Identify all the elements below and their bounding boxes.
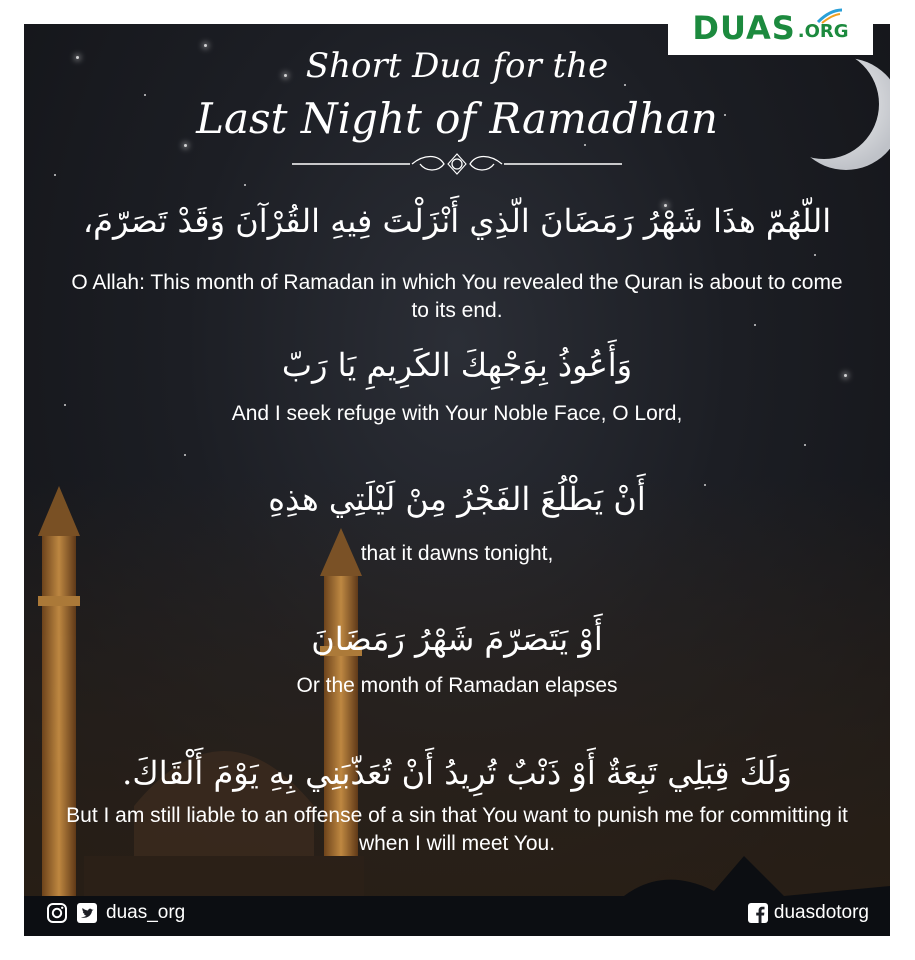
verse-4-english: Or the month of Ramadan elapses	[296, 674, 618, 697]
verse-5-arabic: وَلَكَ قِبَلِي تَبِعَةٌ أَوْ ذَنْبٌ تُرِيدُ أَنْ تُعَذّبَنِي بِهِ يَوْمَ أَلْقَاكَ.	[122, 754, 792, 792]
star	[804, 444, 806, 446]
verse-2-english: And I seek refuge with Your Noble Face, O Lord,	[231, 402, 683, 425]
verse-4-arabic: أَوْ يَتَصَرّمَ شَهْرُ رَمَضَانَ	[311, 620, 603, 658]
verse-3-english: that it dawns tonight,	[360, 542, 554, 565]
instagram-icon[interactable]	[46, 902, 68, 924]
star	[244, 184, 246, 186]
social-handle-left[interactable]: duas_org	[106, 902, 186, 923]
title-line-2: Last Night of Ramadhan	[196, 94, 718, 143]
logo-suffix-text: .ORG	[797, 21, 849, 42]
dua-card	[24, 24, 890, 936]
duas-org-logo[interactable]	[668, 0, 873, 55]
facebook-icon[interactable]	[748, 903, 768, 923]
verse-5-english: But I am still liable to an offense of a sin that You want to punish me for committing it when I will meet You.	[66, 804, 848, 855]
footer-social-left	[46, 902, 185, 924]
star	[184, 454, 186, 456]
social-handle-right[interactable]: duasdotorg	[773, 902, 869, 923]
title-line-1: Short Dua for the	[305, 46, 609, 86]
verse-1-arabic: اللّهُمّ هذَا شَهْرُ رَمَضَانَ الّذِي أَنْزَلْتَ فِيهِ القُرْآنَ وَقَدْ تَصَرّمَ،	[82, 202, 832, 240]
footer-social-right	[748, 902, 869, 924]
logo-main-text: DUAS	[692, 8, 796, 47]
star	[54, 174, 56, 176]
twitter-icon[interactable]	[76, 902, 98, 924]
ornament-divider-icon	[292, 152, 622, 176]
verse-3-arabic: أَنْ يَطْلُعَ الفَجْرُ مِنْ لَيْلَتِي هذِهِ	[268, 480, 646, 518]
star	[184, 144, 187, 147]
star	[584, 144, 586, 146]
logo-swoosh-icon	[816, 8, 844, 24]
verse-2-arabic: وَأَعُوذُ بِوَجْهِكَ الكَرِيمِ يَا رَبّ	[281, 346, 633, 384]
verse-1-english: O Allah: This month of Ramadan in which You revealed the Quran is about to come to its end.	[71, 271, 843, 322]
star	[814, 254, 816, 256]
